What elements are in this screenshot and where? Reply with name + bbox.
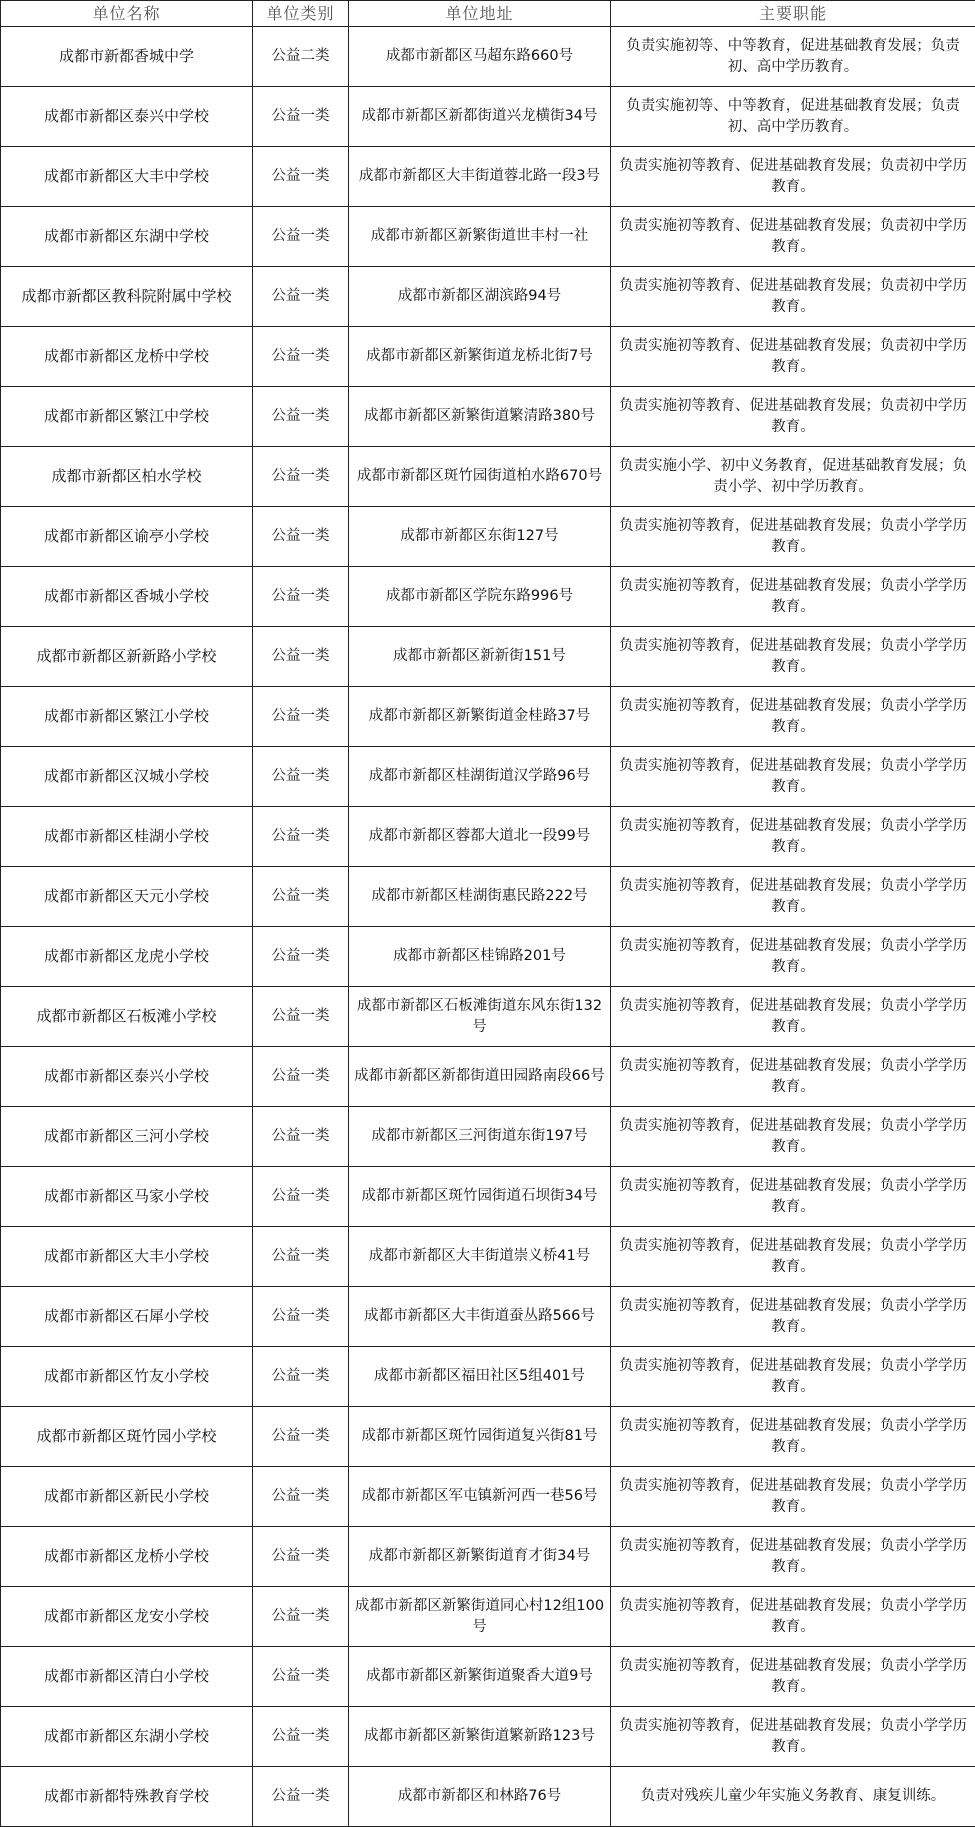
unit-type-cell: 公益一类 [253, 1767, 349, 1827]
main-duties-cell: 负责实施初等、中等教育，促进基础教育发展；负责初、高中学历教育。 [611, 87, 975, 147]
unit-name-cell: 成都市新都区泰兴小学校 [1, 1047, 253, 1107]
table-row [1, 807, 975, 867]
unit-address-cell: 成都市新都区和林路76号 [349, 1767, 611, 1827]
unit-name-cell: 成都市新都区谕亭小学校 [1, 507, 253, 567]
main-duties-cell: 负责实施初等教育，促进基础教育发展；负责小学学历教育。 [611, 687, 975, 747]
unit-type-cell: 公益一类 [253, 627, 349, 687]
unit-address-cell: 成都市新都区斑竹园街道石坝街34号 [349, 1167, 611, 1227]
unit-type-cell: 公益一类 [253, 567, 349, 627]
unit-type-cell: 公益一类 [253, 1107, 349, 1167]
unit-address-cell: 成都市新都区新繁街道龙桥北街7号 [349, 327, 611, 387]
unit-name-cell: 成都市新都区清白小学校 [1, 1647, 253, 1707]
unit-address-cell: 成都市新都区桂锦路201号 [349, 927, 611, 987]
header-main-duties: 主要职能 [611, 1, 975, 27]
unit-address-cell: 成都市新都区大丰街道蓉北路一段3号 [349, 147, 611, 207]
unit-address-cell: 成都市新都区新都街道兴龙横街34号 [349, 87, 611, 147]
unit-name-cell: 成都市新都区桂湖小学校 [1, 807, 253, 867]
table-row [1, 327, 975, 387]
main-duties-cell: 负责实施初等教育，促进基础教育发展；负责小学学历教育。 [611, 987, 975, 1047]
main-duties-cell: 负责对残疾儿童少年实施义务教育、康复训练。 [611, 1767, 975, 1827]
main-duties-cell: 负责实施初等教育、促进基础教育发展；负责初中学历教育。 [611, 147, 975, 207]
unit-type-cell: 公益一类 [253, 1347, 349, 1407]
unit-type-cell: 公益一类 [253, 1407, 349, 1467]
unit-name-cell: 成都市新都区教科院附属中学校 [1, 267, 253, 327]
table-row [1, 507, 975, 567]
unit-name-cell: 成都市新都区龙桥中学校 [1, 327, 253, 387]
table-row [1, 207, 975, 267]
unit-address-cell: 成都市新都区湖滨路94号 [349, 267, 611, 327]
main-duties-cell: 负责实施初等教育，促进基础教育发展；负责小学学历教育。 [611, 1407, 975, 1467]
main-duties-cell: 负责实施初等教育，促进基础教育发展；负责小学学历教育。 [611, 1227, 975, 1287]
unit-type-cell: 公益一类 [253, 1467, 349, 1527]
header-unit-name: 单位名称 [1, 1, 253, 27]
unit-address-cell: 成都市新都区新繁街道育才街34号 [349, 1527, 611, 1587]
unit-address-cell: 成都市新都区桂湖街惠民路222号 [349, 867, 611, 927]
table-row [1, 27, 975, 87]
unit-type-cell: 公益一类 [253, 1227, 349, 1287]
header-unit-type: 单位类别 [253, 1, 349, 27]
main-duties-cell: 负责实施初等教育，促进基础教育发展；负责小学学历教育。 [611, 1587, 975, 1647]
main-duties-cell: 负责实施初等教育，促进基础教育发展；负责小学学历教育。 [611, 1047, 975, 1107]
unit-address-cell: 成都市新都区新繁街道金桂路37号 [349, 687, 611, 747]
table-row [1, 1107, 975, 1167]
main-duties-cell: 负责实施初等教育，促进基础教育发展；负责小学学历教育。 [611, 1527, 975, 1587]
main-duties-cell: 负责实施初等教育，促进基础教育发展；负责小学学历教育。 [611, 1467, 975, 1527]
unit-address-cell: 成都市新都区桂湖街道汉学路96号 [349, 747, 611, 807]
table-row [1, 627, 975, 687]
unit-type-cell: 公益一类 [253, 447, 349, 507]
unit-name-cell: 成都市新都区香城小学校 [1, 567, 253, 627]
table-row [1, 867, 975, 927]
unit-name-cell: 成都市新都区柏水学校 [1, 447, 253, 507]
unit-address-cell: 成都市新都区大丰街道蚕丛路566号 [349, 1287, 611, 1347]
unit-name-cell: 成都市新都区繁江中学校 [1, 387, 253, 447]
unit-type-cell: 公益一类 [253, 1707, 349, 1767]
unit-name-cell: 成都市新都区龙虎小学校 [1, 927, 253, 987]
unit-name-cell: 成都市新都区大丰小学校 [1, 1227, 253, 1287]
unit-name-cell: 成都市新都区新民小学校 [1, 1467, 253, 1527]
table-row [1, 267, 975, 327]
unit-name-cell: 成都市新都区新新路小学校 [1, 627, 253, 687]
table-row [1, 687, 975, 747]
table-row [1, 1527, 975, 1587]
unit-name-cell: 成都市新都区汉城小学校 [1, 747, 253, 807]
table-row [1, 1347, 975, 1407]
unit-name-cell: 成都市新都区龙桥小学校 [1, 1527, 253, 1587]
unit-address-cell: 成都市新都区福田社区5组401号 [349, 1347, 611, 1407]
unit-address-cell: 成都市新都区马超东路660号 [349, 27, 611, 87]
unit-address-cell: 成都市新都区新繁街道繁清路380号 [349, 387, 611, 447]
table-row [1, 987, 975, 1047]
main-duties-cell: 负责实施初等教育，促进基础教育发展；负责小学学历教育。 [611, 747, 975, 807]
table-row [1, 87, 975, 147]
unit-name-cell: 成都市新都区竹友小学校 [1, 1347, 253, 1407]
unit-type-cell: 公益一类 [253, 987, 349, 1047]
main-duties-cell: 负责实施初等教育，促进基础教育发展；负责小学学历教育。 [611, 807, 975, 867]
unit-address-cell: 成都市新都区大丰街道崇义桥41号 [349, 1227, 611, 1287]
unit-type-cell: 公益一类 [253, 1287, 349, 1347]
unit-type-cell: 公益一类 [253, 927, 349, 987]
table-row [1, 1767, 975, 1827]
unit-address-cell: 成都市新都区新繁街道同心村12组100号 [349, 1587, 611, 1647]
unit-type-cell: 公益一类 [253, 1647, 349, 1707]
unit-name-cell: 成都市新都区东湖中学校 [1, 207, 253, 267]
main-duties-cell: 负责实施小学、初中义务教育，促进基础教育发展；负责小学、初中学历教育。 [611, 447, 975, 507]
unit-address-cell: 成都市新都区新都街道田园路南段66号 [349, 1047, 611, 1107]
main-duties-cell: 负责实施初等教育，促进基础教育发展；负责小学学历教育。 [611, 1107, 975, 1167]
unit-type-cell: 公益一类 [253, 147, 349, 207]
table-row [1, 1587, 975, 1647]
unit-type-cell: 公益一类 [253, 507, 349, 567]
header-row [1, 1, 975, 27]
unit-type-cell: 公益二类 [253, 27, 349, 87]
unit-address-cell: 成都市新都区蓉都大道北一段99号 [349, 807, 611, 867]
unit-name-cell: 成都市新都区马家小学校 [1, 1167, 253, 1227]
main-duties-cell: 负责实施初等教育，促进基础教育发展；负责小学学历教育。 [611, 927, 975, 987]
main-duties-cell: 负责实施初等教育、促进基础教育发展；负责初中学历教育。 [611, 387, 975, 447]
table-row [1, 1287, 975, 1347]
main-duties-cell: 负责实施初等、中等教育，促进基础教育发展；负责初、高中学历教育。 [611, 27, 975, 87]
main-duties-cell: 负责实施初等教育、促进基础教育发展；负责初中学历教育。 [611, 267, 975, 327]
unit-type-cell: 公益一类 [253, 387, 349, 447]
table-row [1, 927, 975, 987]
unit-type-cell: 公益一类 [253, 327, 349, 387]
unit-name-cell: 成都市新都区东湖小学校 [1, 1707, 253, 1767]
unit-name-cell: 成都市新都区三河小学校 [1, 1107, 253, 1167]
main-duties-cell: 负责实施初等教育，促进基础教育发展；负责小学学历教育。 [611, 507, 975, 567]
unit-address-cell: 成都市新都区斑竹园街道柏水路670号 [349, 447, 611, 507]
unit-name-cell: 成都市新都区大丰中学校 [1, 147, 253, 207]
table-row [1, 387, 975, 447]
main-duties-cell: 负责实施初等教育，促进基础教育发展；负责小学学历教育。 [611, 1707, 975, 1767]
unit-name-cell: 成都市新都区石板滩小学校 [1, 987, 253, 1047]
table-body [1, 27, 975, 1827]
unit-type-cell: 公益一类 [253, 867, 349, 927]
main-duties-cell: 负责实施初等教育，促进基础教育发展；负责小学学历教育。 [611, 867, 975, 927]
unit-address-cell: 成都市新都区新繁街道繁新路123号 [349, 1707, 611, 1767]
main-duties-cell: 负责实施初等教育、促进基础教育发展；负责初中学历教育。 [611, 327, 975, 387]
unit-address-cell: 成都市新都区军屯镇新河西一巷56号 [349, 1467, 611, 1527]
unit-type-cell: 公益一类 [253, 207, 349, 267]
unit-type-cell: 公益一类 [253, 1587, 349, 1647]
unit-type-cell: 公益一类 [253, 807, 349, 867]
table-row [1, 1047, 975, 1107]
unit-type-cell: 公益一类 [253, 1167, 349, 1227]
unit-address-cell: 成都市新都区东街127号 [349, 507, 611, 567]
table-row [1, 447, 975, 507]
main-duties-cell: 负责实施初等教育，促进基础教育发展；负责小学学历教育。 [611, 627, 975, 687]
table-row [1, 1227, 975, 1287]
main-duties-cell: 负责实施初等教育，促进基础教育发展；负责小学学历教育。 [611, 567, 975, 627]
unit-type-cell: 公益一类 [253, 1527, 349, 1587]
main-duties-cell: 负责实施初等教育，促进基础教育发展；负责小学学历教育。 [611, 1647, 975, 1707]
unit-type-cell: 公益一类 [253, 1047, 349, 1107]
unit-name-cell: 成都市新都区斑竹园小学校 [1, 1407, 253, 1467]
main-duties-cell: 负责实施初等教育，促进基础教育发展；负责小学学历教育。 [611, 1347, 975, 1407]
header-unit-address: 单位地址 [349, 1, 611, 27]
unit-type-cell: 公益一类 [253, 687, 349, 747]
table-row [1, 747, 975, 807]
main-duties-cell: 负责实施初等教育、促进基础教育发展；负责初中学历教育。 [611, 207, 975, 267]
unit-name-cell: 成都市新都香城中学 [1, 27, 253, 87]
table-row [1, 1647, 975, 1707]
table-row [1, 1167, 975, 1227]
unit-type-cell: 公益一类 [253, 87, 349, 147]
main-duties-cell: 负责实施初等教育，促进基础教育发展；负责小学学历教育。 [611, 1287, 975, 1347]
unit-address-cell: 成都市新都区石板滩街道东风东街132号 [349, 987, 611, 1047]
unit-name-cell: 成都市新都区繁江小学校 [1, 687, 253, 747]
unit-address-cell: 成都市新都区新新街151号 [349, 627, 611, 687]
table-row [1, 567, 975, 627]
unit-address-cell: 成都市新都区新繁街道聚香大道9号 [349, 1647, 611, 1707]
main-duties-cell: 负责实施初等教育，促进基础教育发展；负责小学学历教育。 [611, 1167, 975, 1227]
table-row [1, 1707, 975, 1767]
unit-name-cell: 成都市新都特殊教育学校 [1, 1767, 253, 1827]
unit-address-cell: 成都市新都区学院东路996号 [349, 567, 611, 627]
unit-address-cell: 成都市新都区新繁街道世丰村一社 [349, 207, 611, 267]
table-row [1, 1407, 975, 1467]
unit-type-cell: 公益一类 [253, 747, 349, 807]
table-row [1, 147, 975, 207]
unit-address-cell: 成都市新都区斑竹园街道复兴街81号 [349, 1407, 611, 1467]
unit-name-cell: 成都市新都区泰兴中学校 [1, 87, 253, 147]
table-row [1, 1467, 975, 1527]
unit-type-cell: 公益一类 [253, 267, 349, 327]
unit-name-cell: 成都市新都区石犀小学校 [1, 1287, 253, 1347]
unit-name-cell: 成都市新都区龙安小学校 [1, 1587, 253, 1647]
unit-name-cell: 成都市新都区天元小学校 [1, 867, 253, 927]
unit-address-cell: 成都市新都区三河街道东街197号 [349, 1107, 611, 1167]
